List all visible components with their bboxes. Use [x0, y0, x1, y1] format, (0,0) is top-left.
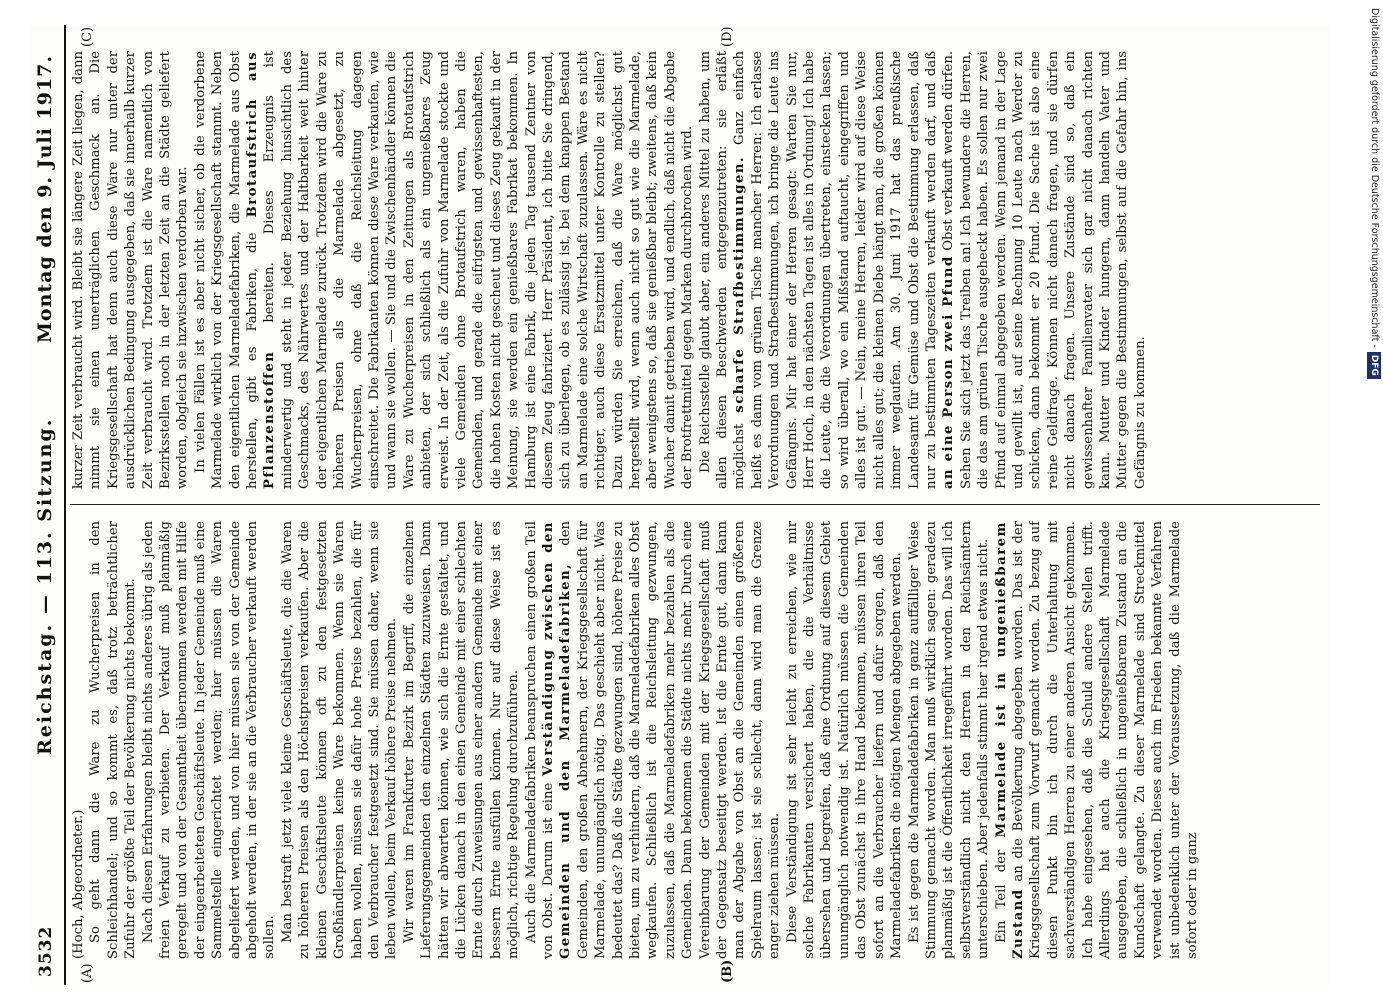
emphasis-text: Verständigung zwischen den Gemeinden und den Marmeladefabriken, — [540, 521, 574, 959]
column-divider — [70, 504, 1320, 505]
credit-text: Digitalisierung gefördert durch die Deutsche Forschungsgemeinschaft - — [1369, 8, 1380, 348]
margin-marker-b: (B) — [720, 959, 735, 983]
paragraph: So geht dann die Ware zu Wucherpreisen in den Schleichhandel; und so kommt es, daß trotz beträchtlicher Zufuhr der größte Teil der Bevölkerung nichts bekommt. — [88, 521, 139, 959]
page-header — [30, 25, 66, 985]
session-title: Reichstag. — 113. Sitzung. — [34, 417, 56, 755]
text-run: bereiten. Dieses Erzeugnis ist minderwertig und steht in jeder Beziehung hinsichtlich des Geschmacks, des Nährwertes und der Haltbarkeit weit hinter der eigentlichen Marmelade zurück. Trotzdem wird die Ware zu höheren Preisen als die Marmelade abgesetzt, zu Wucherpreisen, ohne daß die Reichsleitung dagegen einschreitet. Die Fabrikanten können diese Ware verkaufen, wie und wann sie wollen. — Sie und die Zwischenhändler können die Ware zu Wucherpreisen in den Zeitungen als Brotaufstrich anbieten, der sich schließlich als ein ungenießbares Zeug erweist. In der Zeit, als die Zufuhr von Marmelade stockte und viele Gemeinden ohne Brotaufstrich waren, haben die Gemeinden, und gerade die eifrigsten und gewissenhaftesten, die hohen Kosten nicht gescheut und dieses Zeug gekauft in der Meinung, sie werden ein genießbares Fabrikat bekommen. In Hamburg ist eine Fabrik, die jeden Tag tausend Zentner von diesem Zeug fabriziert. Herr Präsident, ich bitte Sie dringend, sich zu überlegen, ob es zulässig ist, bei dem knappen Bestand an Marmelade eine solche Wirtschaft zuzulassen. Wäre es nicht richtiger, auch diese Ersatzmittel unter Kontrolle zu stellen? Dazu würden Sie erreichen, daß die Ware möglichst gut hergestellt wird, wenn auch nicht so gut wie die Marmelade, aber wenigstens so, daß sie genießbar bleibt; zweitens, daß kein Wucher damit getrieben wird, und endlich, daß nicht die Abgabe der Brotfrettmittel gegen Marken durchbrochen wird. — [262, 51, 696, 489]
margin-marker-a: (A) — [80, 963, 95, 983]
margin-marker-c: (C) — [80, 26, 95, 47]
paragraph: Es ist gegen die Marmeladefabriken in ganz auffälliger Weise Stimmung gemacht worden. Man muß wirklich sagen: geradezu planmäßig ist die Öffentlichkeit irregeführt worden. Das will ich selbstverständlich nicht den Herren in den Reichsämtern unterschieben. Aber jedenfalls stimmt hier irgend etwas nicht. — [906, 521, 992, 959]
emphasis-text: Brotaufstrich aus Pflanzenstoffen — [245, 51, 278, 489]
left-column — [70, 521, 1320, 959]
emphasis-text: Marmelade ist in ungenießbarem Zustand — [993, 521, 1026, 959]
paragraph: Man bestraft jetzt viele kleine Geschäftsleute, die die Waren zu höheren Preisen als den Höchstpreisen verkaufen. Aber die kleinen Geschäftsleute können oft zu den festgesetzten Großhändlerpreisen keine Ware bekommen. Wenn sie Waren haben wollen, müssen sie dafür hohe Preise bezahlen, die für den Verbraucher festgesetzt sind. Sie müssen daher, wenn sie leben wollen, beim Verkauf höhere Preise nehmen. — [279, 521, 400, 959]
text-run: Auch die Marmeladefabriken beanspruchen einen großen Teil von Obst. Darum ist eine — [523, 521, 556, 959]
text-run: In vielen Fällen ist es aber nicht sicher, ob die verdorbene Marmelade wirklich von der Kriegsgesellschaft stammt. Neben den eigentlichen Marmeladefabriken, die Marmelade aus Obst herstellen, gibt es Fabriken, die — [192, 51, 261, 489]
paragraph — [523, 521, 784, 959]
text-run: den Gemeinden, den großen Abnehmern, der Kriegsgesellschaft für Marmelade, unumgänglich nötig. Das geschieht aber nicht. Was bedeutet das? Daß die Städte gezwungen sind, höhere Preise zu bieten, um zu verhindern, daß die Marmeladefabriken alles Obst wegkaufen. Schließlich ist die Reichsleitung gezwungen, zuzulassen, daß die Marmeladefabriken mehr bezahlen als die Gemeinden. Dann bekommen die Städte nichts mehr. Durch eine Vereinbarung der Gemeinden mit der Kriegsgesellschaft muß der Gegensatz beseitigt werden. Ist die Ernte gut, dann kann man der Abgabe von Obst an die Gemeinden einen größeren Spielraum lassen; ist sie schlecht, dann wird man die Grenze enger ziehen müssen. — [558, 521, 783, 959]
text-run: Obst verkauft werden dürfen. Sehen Sie sich jetzt das Treiben an! Ich bewundere die Herren, die das am grünen Tische ausgeheckt haben. Es sollen nur zwei Pfund auf einmal abgegeben werden. Wenn jemand in der Lage und gewillt ist, auf seine Rechnung 10 Leute nach Werder zu schicken, dann bekommt er 20 Pfund. Die Sache ist also eine reine Geldfrage. Können nicht danach fragen, und sie dürfen nicht danach fragen. Unsere Zustände sind so, daß ein gewissenhafter Familienvater sich gar nicht danach richten kann. Mutter und Kinder hungern, dann handeln Vater und Mutter gegen die Bestimmungen, selbst auf die Gefahr hin, ins Gefängnis zu kommen. — [941, 51, 1148, 489]
dfg-logo: DFG — [1367, 352, 1381, 379]
right-column — [70, 51, 1320, 489]
paragraph: Diese Verständigung ist sehr leicht zu erreichen, wie mir solche Fabrikanten versichert haben, die die Verhältnisse übersehen und begreifen, daß eine Ordnung auf diesem Gebiet unumgänglich notwendig ist. Natürlich müssen die Gemeinden das Obst zunächst in ihre Hand bekommen, müssen ihren Teil sofort an die Verbraucher liefern und dafür sorgen, daß den Marmeladefabriken die nötigen Mengen abgegeben werden. — [784, 521, 905, 959]
digitization-credit — [1367, 8, 1381, 992]
text-run: an die Bevölkerung abgegeben worden. Das ist der Kriegsgesellschaft zum Vorwurf gemacht worden. Zu bezug auf diesen Punkt bin ich durch die Unterhaltung mit sachverständigen Herren zu einer anderen Ansicht gekommen. Ich habe eingesehen, daß die Schuld andere Stellen trifft. Allerdings hat auch die Kriegsgesellschaft Marmelade ausgegeben, die schließlich in ungenießbarem Zustand an die Kundschaft gelangte. Zu dieser Marmelade sind Streckmittel verwendet worden. Dieses auch im Frieden bekannte Verfahren ist unbedenklich unter der Voraussetzung, daß die Marmelade sofort oder in ganz — [1010, 521, 1200, 959]
paragraph: Nach diesen Erfahrungen bleibt nichts anderes übrig als jeden freien Verkauf zu verbieten. Der Verkauf muß planmäßig geregelt und von der Gesamtheit übernommen werden mit Hilfe der eingearbeiteten Geschäftsleute. In jeder Gemeinde muß eine Sammelstelle eingerichtet werden; hier müssen die Waren abgeliefert werden, und von hier müssen sie von der Gemeinde abgeholt werden, in der sie an die Verbraucher verkauft werden sollen. — [140, 521, 278, 959]
paragraph — [993, 521, 1202, 959]
speaker-label: (Hoch, Abgeordneter.) — [71, 809, 86, 959]
text-run: Ein Teil der — [993, 837, 1009, 943]
session-date: Montag den 9. Juli 1917. — [34, 55, 56, 344]
text-run: Ganz einfach heißt es dann vom grünen Tische mancher Herren: Ich erlasse Verordnungen und Strafbestimmungen, ich bringe die Leute ins Gefängnis. Mir hat einer der Herren gesagt: Warten Sie nur, Herr Hoch, in den nächsten Tagen ist alles in Ordnung! Ich habe die Leute, die die Verordnungen übertreten, einstecken lassen; so wird überall, wo ein Mißstand auftaucht, eingegriffen und alles ist gut. — Nein, meine Herren, leider wird auf diese Weise nicht alles gut; die kleinen Diebe hängt man, die großen können immer weglaufen. Am 30. Juni 1917 hat das preußische Landesamt für Gemüse und Obst die Bestimmung erlassen, daß nur zu bestimmten Tageszeiten verkauft werden darf, und daß — [732, 51, 939, 489]
paragraph — [192, 51, 697, 489]
paragraph: Wir waren im Frankfurter Bezirk im Begriff, die einzelnen Lieferungsgemeinden den einzelnen Städten zuzuweisen. Dann hätten wir abwarten können, wie sich die Ernte gestaltet, und die Lücken danach in den einen Gemeinde mit einer schlechten Ernte durch Zuweisungen aus einer andern Gemeinde mit einer bessern Ernte ausfüllen können. Nur auf diese Weise ist es möglich, richtige Regelung durchzuführen. — [401, 521, 522, 959]
paragraph — [697, 51, 1150, 489]
emphasis-text: an eine Person zwei Pfund — [941, 255, 957, 489]
text-run: Die Reichsstelle glaubt aber, ein anderes Mittel zu haben, um allen diesen Beschwerden entgegenzutreten: sie erläßt möglichst — [697, 51, 748, 489]
paragraph: kurzer Zeit verbraucht wird. Bleibt sie längere Zeit liegen, dann nimmt sie einen unerträglichen Geschmack an. Die Kriegsgesellschaft hat denn auch diese Ware nur unter der ausdrücklichen Bedingung ausgegeben, daß sie innerhalb kurzer Zeit verbraucht wird. Trotzdem ist die Ware namentlich von Bezirksstellen noch in der letzten Zeit an die Städte geliefert worden, obgleich sie inzwischen verdorben war. — [71, 51, 191, 489]
document-page — [30, 25, 1330, 985]
margin-marker-d: (D) — [720, 26, 735, 47]
emphasis-text: scharfe Strafbestimmungen. — [732, 155, 748, 413]
page-number: 3532 — [36, 925, 56, 977]
